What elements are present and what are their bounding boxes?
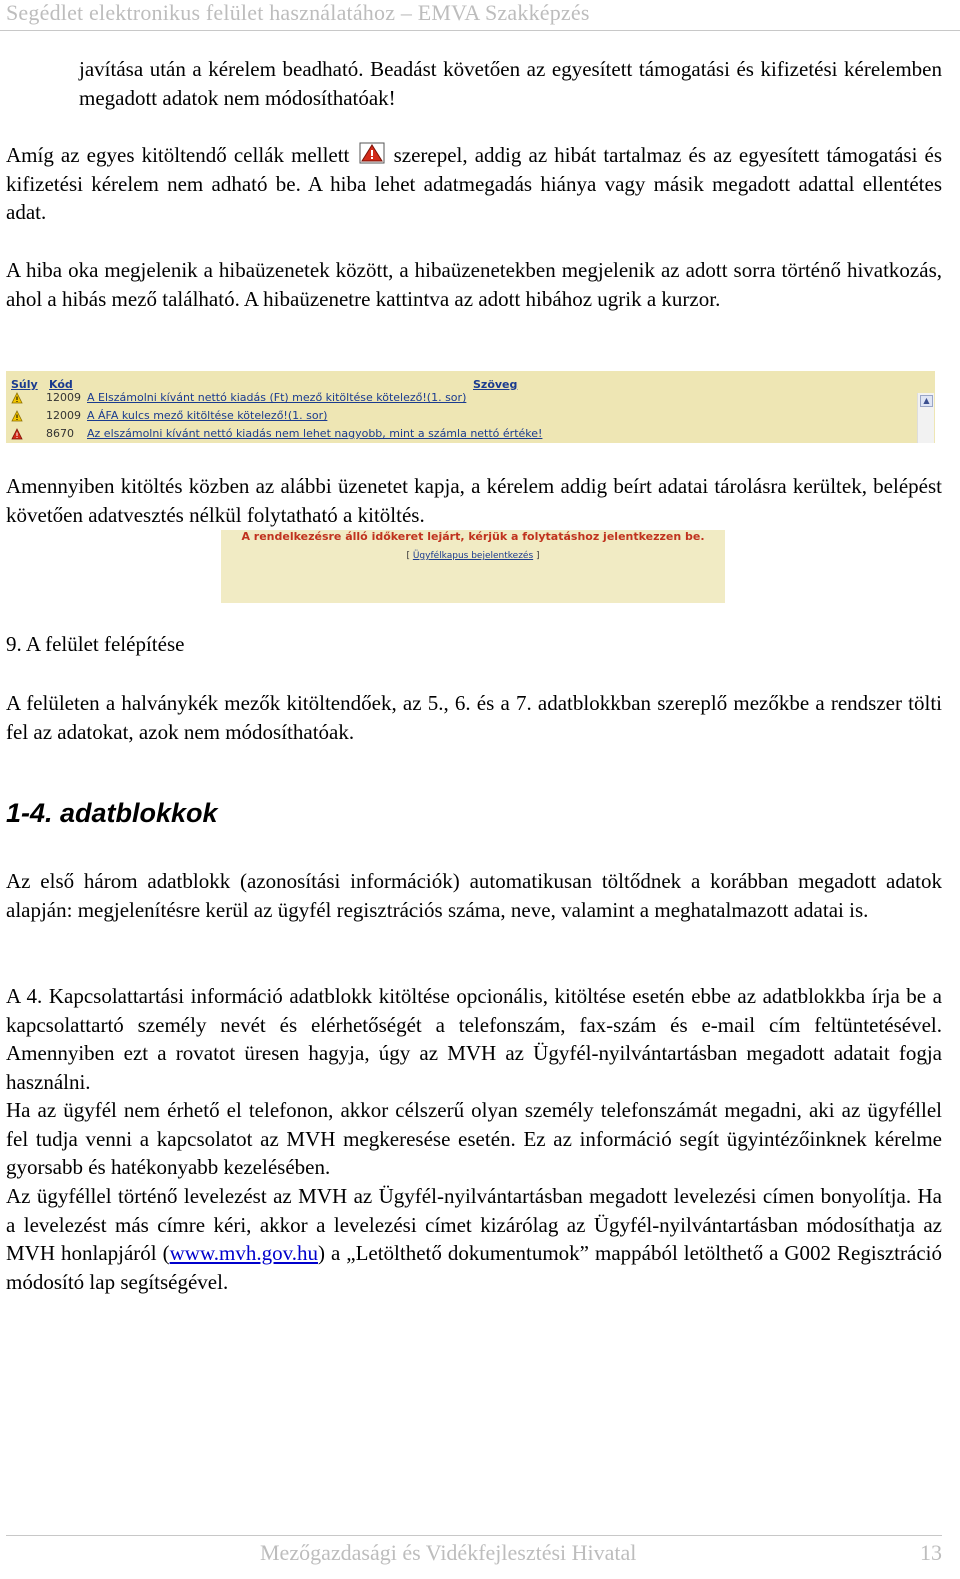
error-message-table bbox=[6, 371, 935, 443]
text-fragment: Az ügyféllel történő levelezést az MVH az Ügyfél-nyilvántartásban megadott levelezési címen bonyolítja. Ha a levelezést más címre kéri, akkor a levelezési címet kizárólag az Ügyfél-nyilvántartásban módosíthatja az MVH honlapjáról ( bbox=[6, 1184, 942, 1266]
paragraph-phone-note: Ha az ügyfél nem érhető el telefonon, akkor célszerű olyan személy telefonszámát megadni, aki az ügyféllel fel tudja venni a kapcsolatot az MVH megkeresése esetén. Ez az információ segít ügyintézőinknek kérelme gyorsabb és hatékonyabb kezelésében. bbox=[6, 1098, 942, 1180]
paragraph-contact-info: A 4. Kapcsolattartási információ adatblokk kitöltése opcionális, kitöltése esetén ebbe az adatblokkba írja be a kapcsolattartó személy nevét és elérhetőségét a telefonszám, fax-szám és e-mail cím feltüntetésével. Amennyiben ezt a rovatot üresen hagyja, úgy az MVH az Ügyfél-nyilvántartásban megadott adatait fogja használni. bbox=[6, 984, 942, 1094]
page-number: 13 bbox=[920, 1540, 942, 1565]
error-code: 12009 bbox=[46, 409, 81, 422]
error-icon bbox=[11, 428, 23, 440]
footer-divider bbox=[6, 1535, 942, 1536]
paragraph-session-note: Amennyiben kitöltés közben az alábbi üzenetet kapja, a kérelem addig beírt adatai tárolásra kerültek, belépést követően adatvesztés nélkül folytatható a kitöltés. bbox=[6, 474, 942, 527]
warning-icon bbox=[11, 410, 23, 422]
text-fragment: szerepel, addig az hibát tartalmaz és az egyesített támogatási és kifizetési kérelem nem adható be. A hiba lehet adatmegadás hiánya vagy másik megadott adattal ellentétes adat. bbox=[6, 143, 943, 225]
session-expired-box bbox=[221, 530, 725, 603]
block-heading: 1-4. adatblokkok bbox=[6, 798, 218, 828]
paragraph-error-icon bbox=[6, 141, 942, 227]
login-link-wrapper: [ Ügyfélkapus bejelentkezés ] bbox=[406, 551, 540, 561]
error-warning-icon bbox=[359, 142, 385, 164]
table-row[interactable] bbox=[6, 390, 911, 408]
mvh-website-link[interactable]: www.mvh.gov.hu bbox=[169, 1241, 318, 1266]
scroll-up-icon[interactable]: ▲ bbox=[920, 395, 933, 407]
column-header-text[interactable]: Szöveg bbox=[473, 378, 518, 391]
error-code: 8670 bbox=[46, 427, 74, 440]
error-message-link[interactable]: A Elszámolni kívánt nettó kiadás (Ft) mező kitöltése kötelező!(1. sor) bbox=[87, 391, 467, 404]
paragraph-submission-note: javítása után a kérelem beadható. Beadást követően az egyesített támogatási és kifizetési kérelemben megadott adatok nem módosíthatóak! bbox=[79, 57, 942, 110]
paragraph-error-location: A hiba oka megjelenik a hibaüzenetek között, a hibaüzenetekben megjelenik az adott sorra történő hivatkozás, ahol a hibás mező található. A hibaüzenetre kattintva az adott hibához ugrik a kurzor. bbox=[6, 258, 942, 311]
header-divider bbox=[0, 30, 960, 31]
column-header-code[interactable]: Kód bbox=[49, 378, 73, 391]
paragraph-identification: Az első három adatblokk (azonosítási információk) automatikusan töltődnek a korábban megadott adatok alapján: megjelenítésre kerül az ügyfél regisztrációs száma, neve, valamint a meghatalmazott adatai is. bbox=[6, 869, 942, 922]
table-scrollbar[interactable] bbox=[917, 393, 934, 443]
text-fragment: Amíg az egyes kitöltendő cellák mellett bbox=[6, 143, 350, 167]
table-row[interactable] bbox=[6, 426, 911, 444]
error-message-link[interactable]: Az elszámolni kívánt nettó kiadás nem lehet nagyobb, mint a számla nettó értéke! bbox=[87, 427, 543, 440]
paragraph-correspondence bbox=[6, 1182, 942, 1296]
error-message-link[interactable]: A ÁFA kulcs mező kitöltése kötelező!(1. sor) bbox=[87, 409, 328, 422]
section-heading: 9. A felület felépítése bbox=[6, 632, 185, 656]
text-fragment: ) a „Letölthető dokumentumok” mappából letölthető a G002 Regisztráció módosító lap segítségével. bbox=[6, 1241, 942, 1294]
footer-organization: Mezőgazdasági és Vidékfejlesztési Hivatal bbox=[260, 1540, 637, 1565]
error-code: 12009 bbox=[46, 391, 81, 404]
warning-icon bbox=[11, 392, 23, 404]
paragraph-fields-note: A felületen a halványkék mezők kitöltendőek, az 5., 6. és a 7. adatblokkban szereplő mezőkbe a rendszer tölti fel az adatokat, azok nem módosíthatóak. bbox=[6, 691, 942, 744]
page-header bbox=[0, 0, 960, 30]
header-title: Segédlet elektronikus felület használatához – EMVA Szakképzés bbox=[6, 0, 590, 25]
column-header-weight[interactable]: Súly bbox=[11, 378, 38, 391]
table-row[interactable] bbox=[6, 408, 911, 426]
client-gate-login-link[interactable]: Ügyfélkapus bejelentkezés bbox=[412, 551, 534, 561]
session-expired-message: A rendelkezésre álló időkeret lejárt, kérjük a folytatáshoz jelentkezzen be. bbox=[241, 530, 705, 543]
